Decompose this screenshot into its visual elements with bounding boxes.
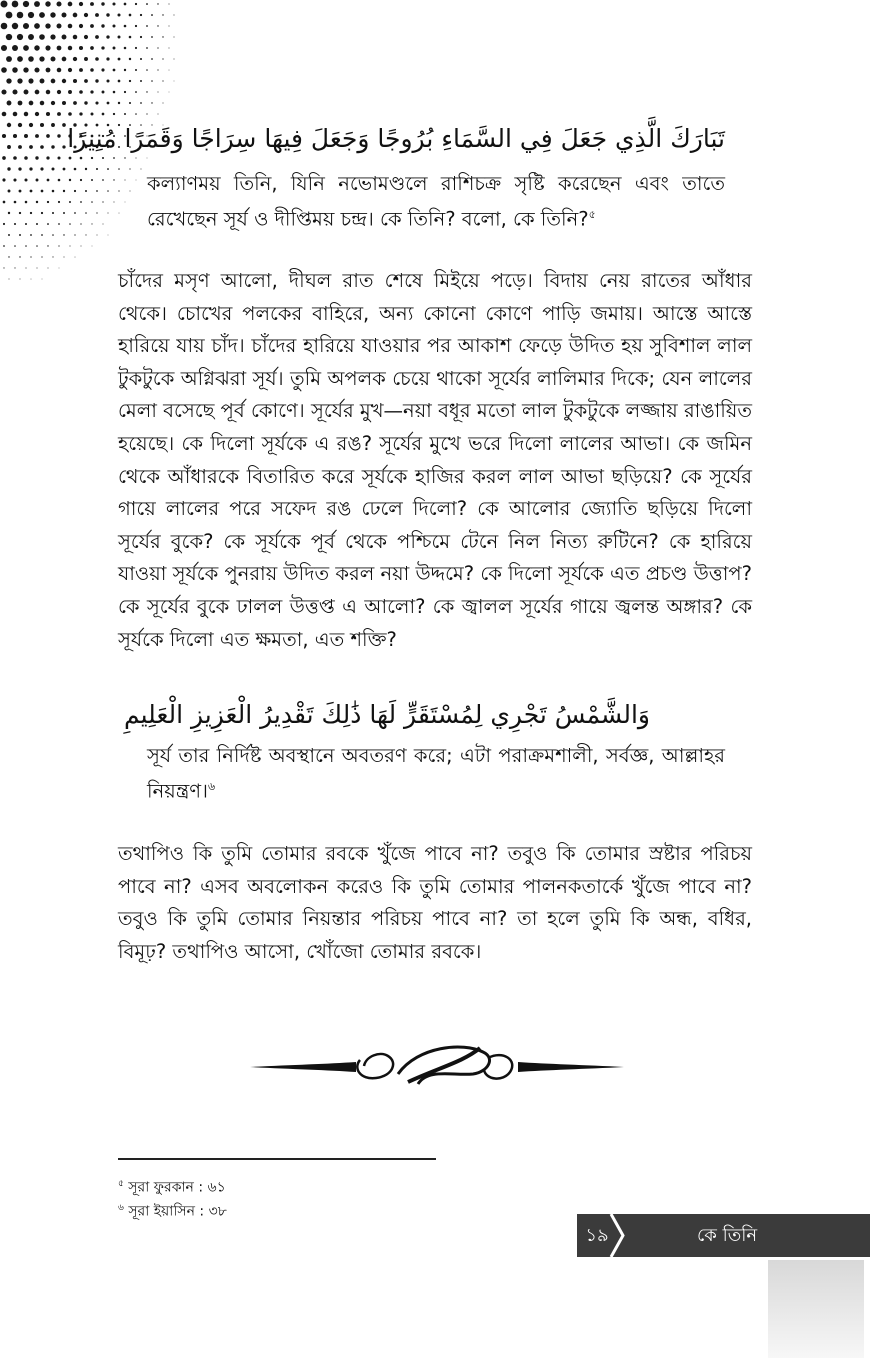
body-paragraph-2: তথাপিও কি তুমি তোমার রবকে খুঁজে পাবে না? তবুও কি তোমার স্রষ্টার পরিচয় পাবে না? এসব অবলোকন করেও কি তুমি তোমার পালনকতার্কে খুঁজে পাবে না? তবুও কি তুমি তোমার নিয়ন্তার পরিচয় পাবে না? তা হলে তুমি কি অন্ধ, বধির, বিমূঢ়? তথাপিও আসো, খোঁজো তোমার রবকে। <box>118 842 752 963</box>
body-paragraph-1: চাঁদের মসৃণ আলো, দীঘল রাত শেষে মিইয়ে পড়ে। বিদায় নেয় রাতের আঁধার থেকে। চোখের পলকের বাহিরে, অন্য কোনো কোণে পাড়ি জমায়। আস্তে আস্তে হারিয়ে যায় চাঁদ। চাঁদের হারিয়ে যাওয়ার পর আকাশ ফেড়ে উদিত হয় সুবিশাল লাল টুকটুকে অগ্নিঝরা সূর্য। তুমি অপলক চেয়ে থাকো সূর্যের লালিমার দিকে; যেন লালের মেলা বসেছে পূর্ব কোণে। সূর্যের মুখ—নয়া বধূর মতো লাল টুকটুকে লজ্জায় রাঙায়িত হয়েছে। কে দিলো সূর্যকে এ রঙ? সূর্যের মুখে ভরে দিলো লালের আভা। কে জমিন থেকে আঁধারকে বিতারিত করে সূর্যকে হাজির করল লাল আভা ছড়িয়ে? কে সূর্যের গায়ে লালের পরে সফেদ রঙ ঢেলে দিলো? কে আলোর জ্যোতি ছড়িয়ে দিলো সূর্যের বুকে? কে সূর্যকে পূর্ব থেকে পশ্চিমে টেনে নিল নিত্য রুটিনে? কে হারিয়ে যাওয়া সূর্যকে পুনরায় উদিত করল নয়া উদ্দমে? কে দিলো সূর্যকে এত প্রচণ্ড উত্তাপ? কে সূর্যের বুকে ঢালল উত্তপ্ত এ আলো? কে জ্বালল সূর্যের গায়ে জ্বলন্ত অঙ্গার? কে সূর্যকে দিলো এত ক্ষমতা, এত শক্তি? <box>118 269 752 651</box>
footnote-5-mark: ৫ <box>118 1179 124 1189</box>
page-number: ১৯ <box>585 1225 609 1246</box>
quran-verse-yasin: وَالشَّمْسُ تَجْرِي لِمُسْتَقَرٍّ لَهَا ذَٰلِكَ تَقْدِيرُ الْعَزِيزِ الْعَلِيمِ <box>123 700 650 729</box>
verse-translation-2-text: সূর্য তার নির্দিষ্ট অবস্থানে অবতরণ করে; এটা পরাক্রমশালী, সর্বজ্ঞ, আল্লাহর নিয়ন্ত্রণ। <box>147 744 725 803</box>
running-title: কে তিনি <box>697 1225 758 1246</box>
page-footer-bar <box>577 1214 870 1257</box>
footnote-6 <box>118 1198 227 1222</box>
quran-verse-furqan: تَبَارَكَ الَّذِي جَعَلَ فِي السَّمَاءِ بُرُوجًا وَجَعَلَ فِيهَا سِرَاجًا وَقَمَرًا مُنِيرًا <box>67 124 725 153</box>
footnote-separator <box>118 1158 436 1160</box>
flourish-divider-ornament <box>248 1038 626 1096</box>
page-corner-shadow <box>768 1260 864 1358</box>
verse-translation-1 <box>147 168 725 235</box>
verse-translation-2 <box>147 740 725 807</box>
footnote-5 <box>118 1174 226 1198</box>
chevron-right-icon <box>609 1214 629 1257</box>
footnote-6-text: সূরা ইয়াসিন : ৩৮ <box>128 1203 227 1220</box>
footnote-mark-5: ৫ <box>588 208 596 221</box>
footnote-5-text: সূরা ফুরকান : ৬১ <box>128 1179 226 1196</box>
footnote-mark-6: ৬ <box>208 780 216 793</box>
footnote-6-mark: ৬ <box>118 1203 124 1213</box>
verse-translation-1-text: কল্যাণময় তিনি, যিনি নভোমণ্ডলে রাশিচক্র সৃষ্টি করেছেন এবং তাতে রেখেছেন সূর্য ও দীপ্তিময় চন্দ্র। কে তিনি? বলো, কে তিনি? <box>147 172 725 231</box>
